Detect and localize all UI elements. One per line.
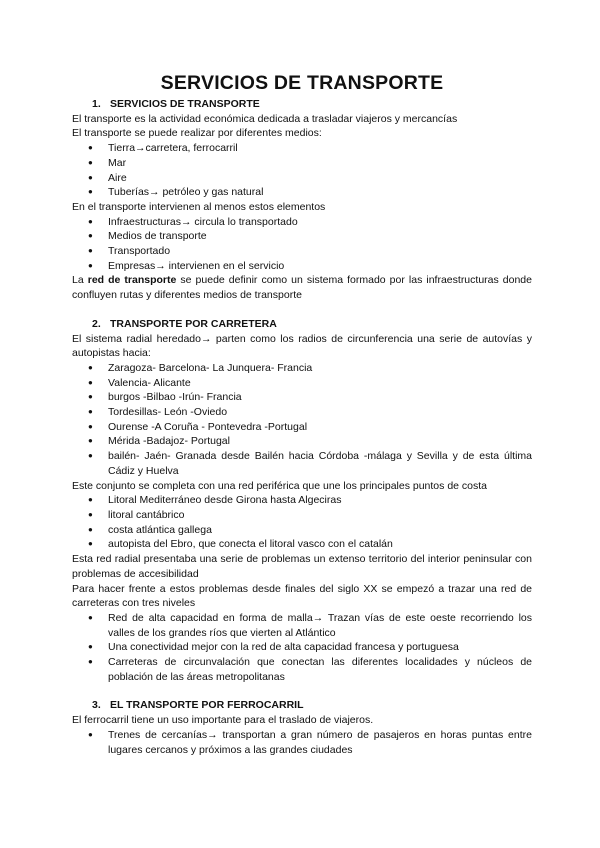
list-item: ● litoral cantábrico <box>72 508 532 523</box>
section-number: 2. <box>92 317 101 330</box>
paragraph: Para hacer frente a estos problemas desde finales del siglo XX se empezó a trazar una red de carreteras con tres niveles <box>72 582 532 610</box>
text-run: se puede definir como un sistema formado por las infraestructuras donde confluyen rutas y diferentes medios de transporte <box>72 274 532 302</box>
section-2-heading <box>72 317 532 332</box>
list-item: ● bailén- Jaén- Granada desde Bailén hacia Córdoba -málaga y Sevilla y de esta última Cádiz y Huelva <box>72 449 532 478</box>
bullet-list-medios <box>72 141 532 200</box>
list-item: ● Valencia- Alicante <box>72 376 532 391</box>
list-item: ● Una conectividad mejor con la red de alta capacidad francesa y portuguesa <box>72 640 532 655</box>
bullet-list-elementos <box>72 215 532 274</box>
list-item: ● Tierra→carretera, ferrocarril <box>72 141 532 156</box>
list-item: ● Transportado <box>72 244 532 259</box>
list-item: ● Mar <box>72 156 532 171</box>
bold-term: red de transporte <box>87 274 177 287</box>
bullet-list-autovias <box>72 361 532 479</box>
list-item: ● Carreteras de circunvalación que conectan las diferentes localidades y núcleos de población de las áreas metropolitanas <box>72 655 532 684</box>
list-item: ● Trenes de cercanías→ transportan a gran número de pasajeros en horas puntas entre lugares cercanos y próximos a las grandes ciudades <box>72 728 532 757</box>
section-heading-text: EL TRANSPORTE POR FERROCARRIL <box>110 699 304 712</box>
section-number: 1. <box>92 98 101 110</box>
list-item: ● Aire <box>72 171 532 186</box>
list-item: ● Zaragoza- Barcelona- La Junquera- Francia <box>72 361 532 376</box>
paragraph-red-transporte <box>72 273 532 302</box>
document-title: SERVICIOS DE TRANSPORTE <box>160 72 444 94</box>
list-item: ● autopista del Ebro, que conecta el litoral vasco con el catalán <box>72 537 532 552</box>
list-item: ● Ourense -A Coruña - Pontevedra -Portugal <box>72 420 532 435</box>
list-item: ● Infraestructuras→ circula lo transportado <box>72 215 532 230</box>
paragraph: El transporte se puede realizar por diferentes medios: <box>72 127 322 140</box>
list-item: ● Empresas→ intervienen en el servicio <box>72 259 532 274</box>
paragraph: El ferrocarril tiene un uso importante para el traslado de viajeros. <box>72 714 374 727</box>
list-item: ● Litoral Mediterráneo desde Girona hasta Algeciras <box>72 493 532 508</box>
bullet-list-ferrocarril <box>72 728 532 757</box>
paragraph: El transporte es la actividad económica dedicada a trasladar viajeros y mercancías <box>72 112 458 125</box>
list-item: ● burgos -Bilbao -Irún- Francia <box>72 390 532 405</box>
paragraph: En el transporte intervienen al menos estos elementos <box>72 200 326 213</box>
section-number: 3. <box>92 699 101 712</box>
section-3-heading <box>72 698 532 713</box>
bullet-list-periferica <box>72 493 532 552</box>
paragraph: Este conjunto se completa con una red periférica que une los principales puntos de costa <box>72 479 488 492</box>
list-item: ● Medios de transporte <box>72 229 532 244</box>
list-item: ● Red de alta capacidad en forma de malla→ Trazan vías de este oeste recorriendo los valles de los grandes ríos que vierten al Atlántico <box>72 611 532 640</box>
section-heading-text: TRANSPORTE POR CARRETERA <box>110 317 277 330</box>
bullet-list-niveles <box>72 611 532 685</box>
list-item: ● costa atlántica gallega <box>72 523 532 538</box>
document-page <box>72 70 532 757</box>
list-item: ● Mérida -Badajoz- Portugal <box>72 434 532 449</box>
section-heading-text: SERVICIOS DE TRANSPORTE <box>110 98 260 110</box>
paragraph: Esta red radial presentaba una serie de problemas un extenso territorio del interior peninsular con problemas de accesibilidad <box>72 553 532 580</box>
list-item: ● Tordesillas- León -Oviedo <box>72 405 532 420</box>
paragraph: El sistema radial heredado→ parten como los radios de circunferencia una serie de autovías y autopistas hacia: <box>72 332 532 360</box>
section-1-heading <box>72 97 532 112</box>
text-run: La <box>72 274 88 287</box>
list-item: ● Tuberías→ petróleo y gas natural <box>72 185 532 200</box>
